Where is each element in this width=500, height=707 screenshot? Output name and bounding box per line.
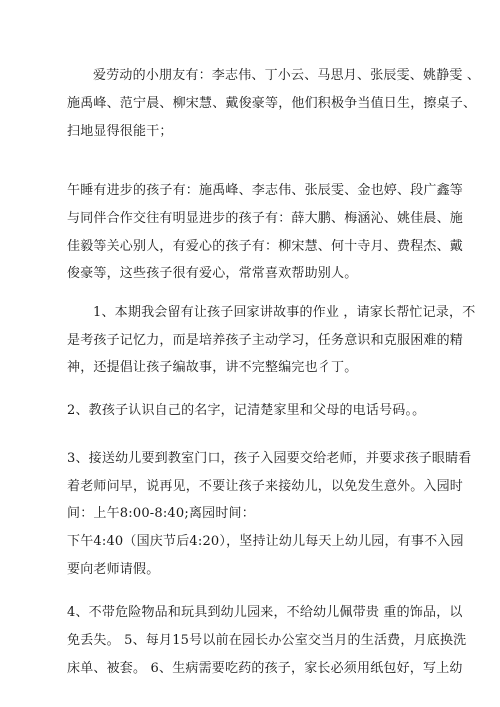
text-line: 爱劳动的小朋友有：李志伟、丁小云、马思月、张辰雯、姚静雯 、 — [93, 68, 481, 83]
text-line: 是考孩子记忆力，而是培养孩子主动学习，任务意识和克服困难的精 — [67, 333, 464, 348]
text-line: 与同伴合作交往有明显进步的孩子有：薛大鹏、梅涵沁、姚佳晨、施 — [67, 211, 464, 226]
text-line: 午睡有进步的孩子有：施禹峰、李志伟、张辰雯、金也婷、段广鑫等 — [67, 183, 464, 198]
text-line: 4、不带危险物品和玩具到幼儿园来，不给幼儿佩带贵 重的饰品，以 — [67, 605, 463, 620]
text-line: 1、本期我会留有让孩子回家讲故事的作业 ，请家长帮忙记录，不 — [93, 305, 476, 320]
text-line: 间：上午8:00-8:40;离园时间： — [67, 506, 255, 521]
text-line: 免丢失。 5、每月15号以前在园长办公室交当月的生活费，月底换洗 — [67, 633, 467, 648]
text-line: 2、教孩子认识自己的名字，记清楚家里和父母的电话号码。。 — [67, 403, 426, 418]
text-line: 佳毅等关心别人，有爱心的孩子有：柳宋慧、何十寺月、费程杰、戴 — [67, 239, 464, 254]
text-line: 俊豪等，这些孩子很有爱心，常常喜欢帮助别人。 — [67, 266, 358, 281]
text-line: 3、接送幼儿要到教室门口，孩子入园要交给老师，并要求孩子眼睛看 — [67, 451, 472, 466]
text-line: 施禹峰、范宁晨、柳宋慧、戴俊豪等，他们积极争当值日生，擦桌子、 — [67, 96, 477, 111]
text-line: 要向老师请假。 — [67, 562, 160, 577]
text-line: 扫地显得很能干； — [67, 124, 173, 139]
text-line: 着老师问早，说再见，不要让孩子来接幼儿，以免发生意外。入园时 — [67, 479, 464, 494]
text-line: 下午4:40（国庆节后4:20），坚持让幼儿每天上幼儿园，有事不入园 — [67, 534, 464, 549]
text-line: 床单、被套。 6、生病需要吃药的孩子，家长必须用纸包好，写上幼 — [67, 661, 463, 676]
text-line: 神，还提倡让孩子编故事，讲不完整编完也彳丁。 — [67, 360, 358, 375]
